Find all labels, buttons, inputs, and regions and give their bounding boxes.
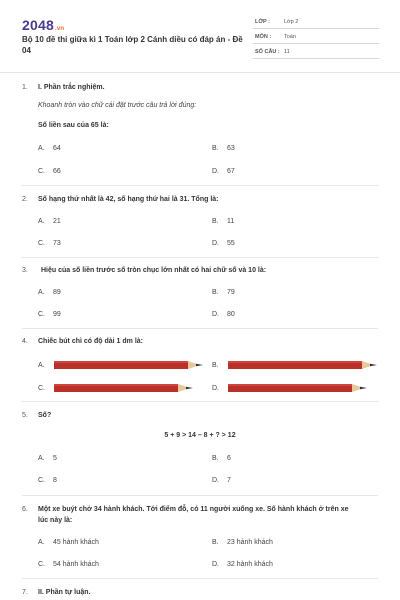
option-a[interactable]: [38, 145, 61, 152]
document-title: Bộ 10 đề thi giữa kì 1 Toán lớp 2 Cánh diều có đáp án - Đề 04: [22, 35, 243, 55]
option-d[interactable]: [212, 311, 235, 318]
meta-row-subject: [253, 30, 379, 44]
option-text: 54 hành khách: [53, 561, 99, 568]
option-letter: B.: [212, 218, 219, 225]
logo-text: 2048: [22, 17, 54, 33]
question-instruction: Khoanh tròn vào chữ cái đặt trước câu trả lời đúng:: [38, 102, 197, 109]
option-b[interactable]: [212, 145, 235, 152]
question-divider: [22, 495, 378, 496]
question-prompt: Hiệu của số liền trước số tròn chục lớn nhất có hai chữ số và 10 là:: [41, 267, 267, 274]
option-b[interactable]: [212, 455, 231, 462]
option-c[interactable]: [38, 477, 57, 484]
section-title: I. Phần trắc nghiệm.: [38, 84, 105, 91]
option-text: 45 hành khách: [53, 539, 99, 546]
logo-suffix: .vn: [54, 26, 65, 32]
meta-key: MÔN :: [255, 34, 272, 40]
option-letter: A.: [38, 362, 45, 369]
option-text: 66: [53, 168, 61, 175]
site-logo[interactable]: [22, 17, 64, 33]
option-letter: C.: [38, 240, 45, 247]
question-number: 5.: [22, 412, 28, 419]
question-number: 3.: [22, 267, 28, 274]
meta-row-count: [253, 45, 379, 59]
meta-key: SỐ CÂU :: [255, 49, 280, 55]
question-prompt: Số liền sau của 65 là:: [38, 122, 109, 129]
option-text: 5: [53, 455, 57, 462]
option-b[interactable]: [212, 289, 235, 296]
option-text: 21: [53, 218, 61, 225]
meta-row-class: [253, 15, 379, 29]
question-number: 2.: [22, 196, 28, 203]
question-number: 7.: [22, 589, 28, 596]
option-text: 89: [53, 289, 61, 296]
option-letter: C.: [38, 477, 45, 484]
page-header: [0, 0, 400, 72]
question-prompt-line1: Một xe buýt chở 34 hành khách. Tới điểm đỗ, có 11 người xuống xe. Số hành khách ở trên xe: [38, 506, 349, 513]
option-letter: D.: [212, 477, 219, 484]
question-number: 1.: [22, 84, 28, 91]
option-text: 8: [53, 477, 57, 484]
option-a[interactable]: [38, 455, 57, 462]
pencil-image-c: [54, 381, 206, 395]
meta-value: Lớp 2: [284, 19, 299, 25]
question-prompt-line2: lúc này là:: [38, 517, 73, 524]
option-text: 55: [227, 240, 235, 247]
question-prompt: Số?: [38, 412, 52, 419]
option-letter: D.: [212, 385, 219, 392]
option-d[interactable]: [212, 385, 227, 392]
option-letter: A.: [38, 145, 45, 152]
question-prompt: Chiếc bút chì có độ dài 1 dm là:: [38, 338, 144, 345]
option-letter: D.: [212, 168, 219, 175]
meta-key: LỚP :: [255, 19, 270, 25]
option-d[interactable]: [212, 477, 231, 484]
option-letter: C.: [38, 168, 45, 175]
option-letter: D.: [212, 311, 219, 318]
option-d[interactable]: [212, 168, 235, 175]
option-text: 80: [227, 311, 235, 318]
question-divider: [22, 578, 378, 579]
question-number: 6.: [22, 506, 28, 513]
question-divider: [22, 257, 378, 258]
option-letter: B.: [212, 362, 219, 369]
option-d[interactable]: [212, 240, 235, 247]
option-letter: B.: [212, 145, 219, 152]
pencil-image-b: [228, 358, 380, 372]
option-b[interactable]: [212, 539, 273, 546]
option-letter: A.: [38, 289, 45, 296]
option-c[interactable]: [38, 385, 53, 392]
option-text: 73: [53, 240, 61, 247]
option-letter: A.: [38, 218, 45, 225]
question-prompt: Số hạng thứ nhất là 42, số hạng thứ hai là 31. Tổng là:: [38, 196, 219, 203]
option-text: 79: [227, 289, 235, 296]
question-number: 4.: [22, 338, 28, 345]
question-divider: [22, 401, 378, 402]
pencil-image-a: [54, 358, 206, 372]
option-text: 7: [227, 477, 231, 484]
option-c[interactable]: [38, 561, 99, 568]
option-text: 64: [53, 145, 61, 152]
question-divider: [22, 185, 378, 186]
option-text: 11: [227, 218, 235, 225]
option-c[interactable]: [38, 168, 61, 175]
option-letter: B.: [212, 455, 219, 462]
option-a[interactable]: [38, 362, 53, 369]
option-letter: B.: [212, 289, 219, 296]
option-letter: D.: [212, 561, 219, 568]
option-letter: D.: [212, 240, 219, 247]
option-letter: C.: [38, 385, 45, 392]
meta-value: 11: [284, 49, 290, 55]
option-text: 32 hành khách: [227, 561, 273, 568]
option-text: 63: [227, 145, 235, 152]
option-letter: C.: [38, 561, 45, 568]
option-b[interactable]: [212, 362, 227, 369]
option-letter: C.: [38, 311, 45, 318]
option-text: 23 hành khách: [227, 539, 273, 546]
option-text: 6: [227, 455, 231, 462]
section-title: II. Phần tự luận.: [38, 589, 91, 596]
option-a[interactable]: [38, 218, 61, 225]
option-d[interactable]: [212, 561, 273, 568]
header-divider: [0, 72, 400, 73]
pencil-image-d: [228, 381, 380, 395]
option-text: 67: [227, 168, 235, 175]
option-a[interactable]: [38, 539, 99, 546]
option-c[interactable]: [38, 311, 61, 318]
option-letter: A.: [38, 455, 45, 462]
option-c[interactable]: [38, 240, 61, 247]
option-letter: B.: [212, 539, 219, 546]
option-letter: A.: [38, 539, 45, 546]
meta-value: Toán: [284, 34, 296, 40]
question-divider: [22, 328, 378, 329]
option-b[interactable]: [212, 218, 234, 225]
option-text: 99: [53, 311, 61, 318]
option-a[interactable]: [38, 289, 61, 296]
math-expression: 5 + 9 > 14 – 8 + ? > 12: [164, 432, 236, 439]
